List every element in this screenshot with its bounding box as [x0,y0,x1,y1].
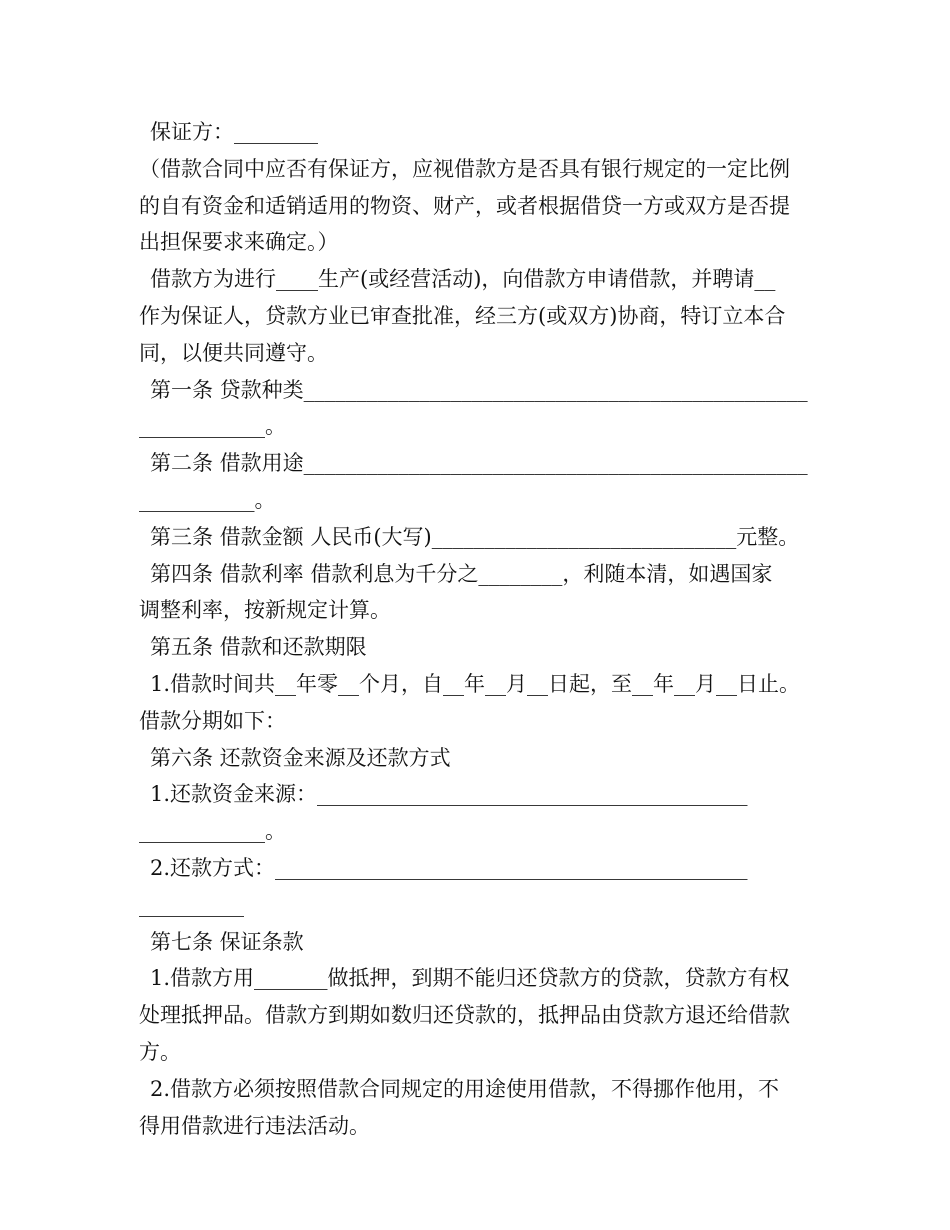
preamble-line-3: 同，以便共同遵守。 [139,340,328,365]
contract-page [139,114,829,1144]
article-2-loan-purpose: 第二条 借款用途________________________________________________ [150,451,808,476]
article-1-loan-type: 第一条 贷款种类________________________________________________ [150,377,808,402]
article-4-continuation: 调整利率，按新规定计算。 [139,598,391,623]
preamble-line-2: 作为保证人，贷款方业已审查批准，经三方(或双方)协商，特订立本合 [139,303,786,328]
article-7-heading: 第七条 保证条款 [150,929,304,954]
article-1-continuation: ____________。 [139,414,286,439]
article-6-item-1: 1.还款资金来源：_________________________________________ [150,782,748,807]
article-3-loan-amount: 第三条 借款金额 人民币(大写)_____________________________元整。 [150,524,800,549]
guarantor-note-line-2: 的自有资金和适销适用的物资、财产，或者根据借贷一方或双方是否提 [139,193,790,218]
article-7-item-1-continuation-2: 方。 [139,1039,181,1064]
article-7-item-2: 2.借款方必须按照借款合同规定的用途使用借款，不得挪作他用，不 [150,1076,780,1101]
article-7-item-1: 1.借款方用_______做抵押，到期不能归还贷款方的贷款，贷款方有权 [150,966,790,991]
article-5-installments: 借款分期如下： [139,708,286,733]
article-6-item-2: 2.还款方式：_____________________________________________ [150,855,748,880]
article-6-item-2-continuation: __________ [139,892,244,917]
preamble-line-1: 借款方为进行____生产(或经营活动)，向借款方申请借款，并聘请__ [150,267,776,292]
guarantor-note-line-1: （借款合同中应否有保证方，应视借款方是否具有银行规定的一定比例 [139,156,790,181]
article-7-item-2-continuation: 得用借款进行违法活动。 [139,1113,370,1138]
article-7-item-1-continuation-1: 处理抵押品。借款方到期如数归还贷款的，抵押品由贷款方退还给借款 [139,1003,790,1028]
article-6-item-1-continuation: ____________。 [139,819,286,844]
article-4-interest-rate: 第四条 借款利率 借款利息为千分之________，利随本清，如遇国家 [150,561,773,586]
article-2-continuation: ___________。 [139,487,276,512]
article-5-item-1: 1.借款时间共__年零__个月，自__年__月__日起，至__年__月__日止。 [150,671,801,696]
guarantor-line: 保证方：________ [150,120,318,144]
article-5-heading: 第五条 借款和还款期限 [150,635,367,660]
guarantor-note-line-3: 出担保要求来确定。） [139,230,339,255]
article-6-heading: 第六条 还款资金来源及还款方式 [150,745,451,770]
